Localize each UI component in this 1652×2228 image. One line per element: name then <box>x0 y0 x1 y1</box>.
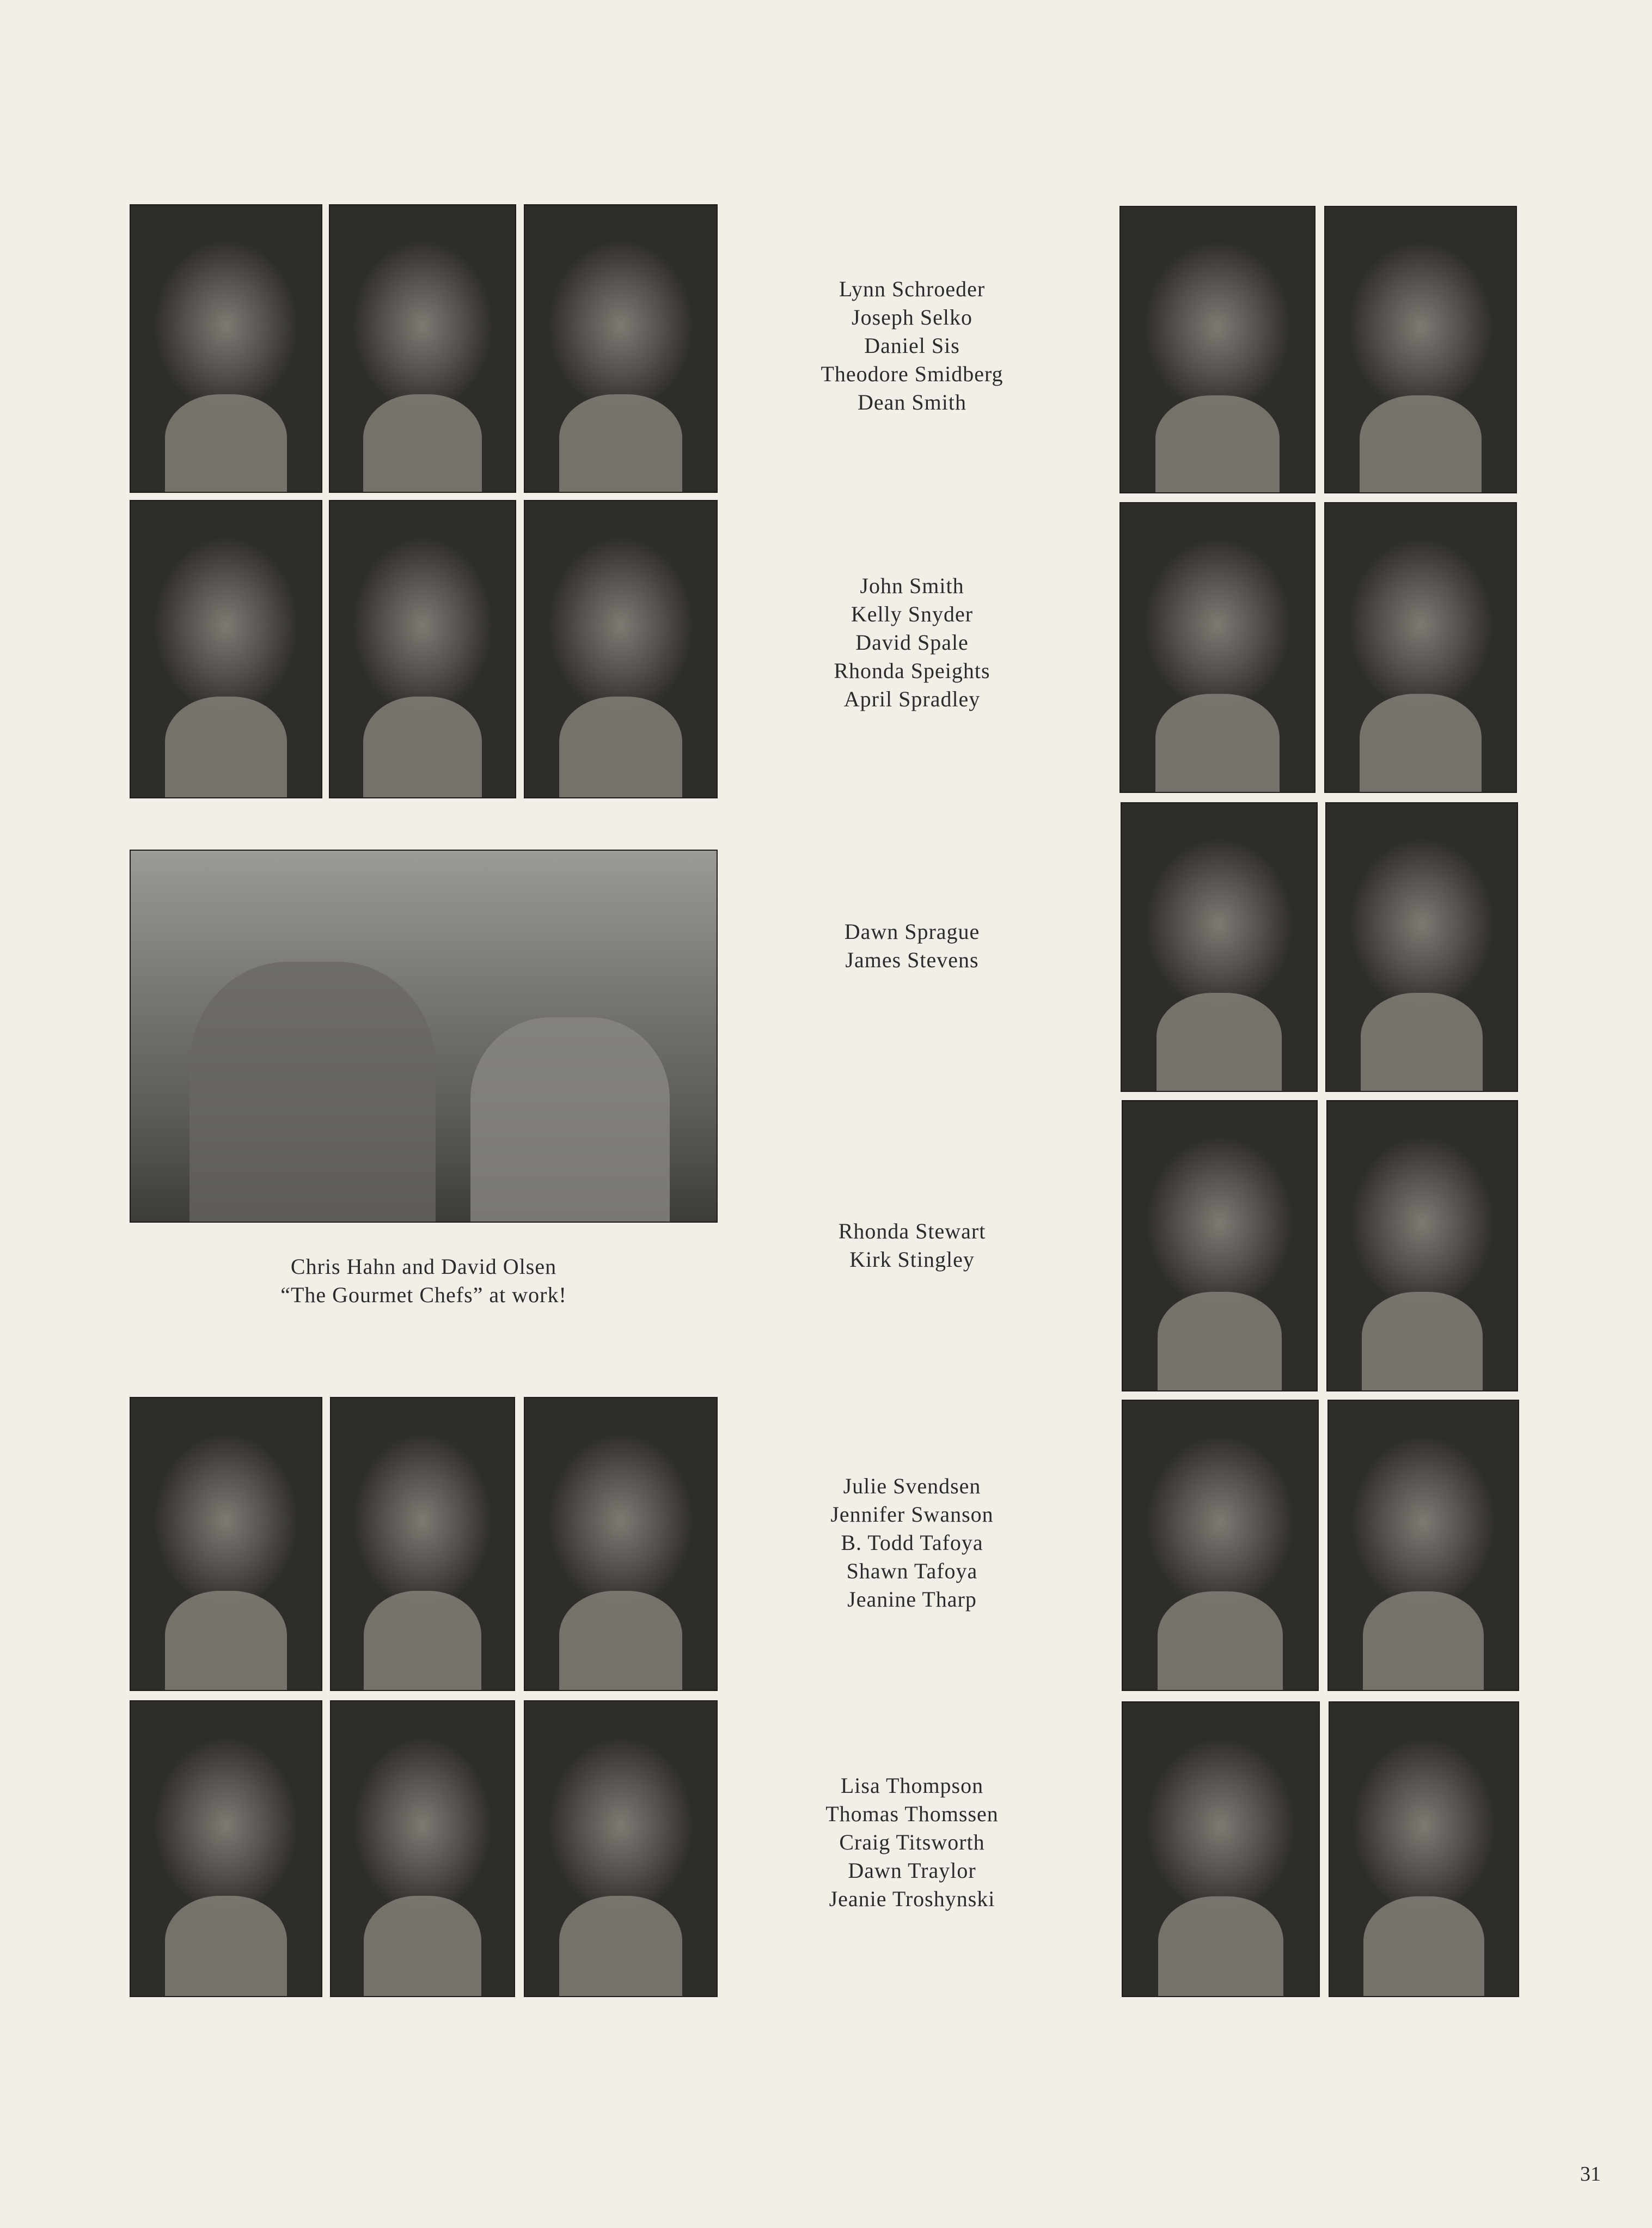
name-list <box>760 275 1064 417</box>
student-name: Craig Titsworth <box>839 1830 985 1854</box>
portrait-photo <box>329 204 516 493</box>
portrait-photo <box>1324 502 1517 793</box>
student-name: Dawn Traylor <box>848 1858 976 1883</box>
caption-line-2: “The Gourmet Chefs” at work! <box>280 1283 567 1307</box>
student-name: Dean Smith <box>858 390 966 414</box>
student-name: John Smith <box>860 573 964 598</box>
name-list <box>760 1772 1064 1913</box>
student-name: Jeanine Tharp <box>847 1587 977 1612</box>
student-name: Jeanie Troshynski <box>829 1887 995 1911</box>
portrait-photo <box>524 500 718 798</box>
caption-line-1: Chris Hahn and David Olsen <box>290 1254 557 1279</box>
student-name: April Spradley <box>843 687 981 711</box>
portrait-photo <box>330 1397 515 1691</box>
student-name: Rhonda Speights <box>834 658 990 683</box>
name-list <box>760 1217 1064 1274</box>
student-name: Lynn Schroeder <box>839 277 986 301</box>
name-list <box>760 572 1064 713</box>
portrait-photo <box>130 500 322 798</box>
portrait-photo <box>524 204 718 493</box>
student-name: Lisa Thompson <box>840 1773 984 1798</box>
portrait-photo <box>130 204 322 493</box>
page-number: 31 <box>1580 2163 1601 2186</box>
student-name: Thomas Thomssen <box>825 1802 999 1826</box>
name-list <box>760 918 1064 974</box>
student-name: James Stevens <box>845 948 979 972</box>
portrait-photo <box>1324 206 1517 493</box>
portrait-photo <box>1326 1100 1518 1391</box>
student-name: B. Todd Tafoya <box>841 1530 983 1555</box>
student-name: Jennifer Swanson <box>830 1502 994 1527</box>
student-name: Rhonda Stewart <box>838 1219 986 1243</box>
candid-photo <box>130 850 718 1223</box>
portrait-photo <box>1119 206 1316 493</box>
portrait-photo <box>1121 802 1318 1092</box>
student-name: Theodore Smidberg <box>821 362 1004 386</box>
portrait-photo <box>130 1700 322 1997</box>
photo-caption <box>130 1253 718 1309</box>
name-list <box>760 1472 1064 1614</box>
student-name: Kirk Stingley <box>849 1247 975 1272</box>
student-name: Joseph Selko <box>852 305 972 329</box>
portrait-photo <box>1119 502 1316 793</box>
portrait-photo <box>130 1397 322 1691</box>
portrait-photo <box>1122 1100 1318 1391</box>
student-name: Kelly Snyder <box>851 602 974 626</box>
student-name: Dawn Sprague <box>844 919 980 944</box>
portrait-photo <box>524 1700 718 1997</box>
student-name: Daniel Sis <box>864 333 960 358</box>
student-name: Julie Svendsen <box>843 1474 981 1498</box>
portrait-photo <box>330 1700 515 1997</box>
portrait-photo <box>1325 802 1518 1092</box>
portrait-photo <box>524 1397 718 1691</box>
portrait-photo <box>1122 1701 1320 1997</box>
portrait-photo <box>1327 1400 1519 1691</box>
portrait-photo <box>329 500 516 798</box>
student-name: Shawn Tafoya <box>846 1559 978 1583</box>
portrait-photo <box>1122 1400 1319 1691</box>
portrait-photo <box>1329 1701 1519 1997</box>
student-name: David Spale <box>855 630 969 655</box>
